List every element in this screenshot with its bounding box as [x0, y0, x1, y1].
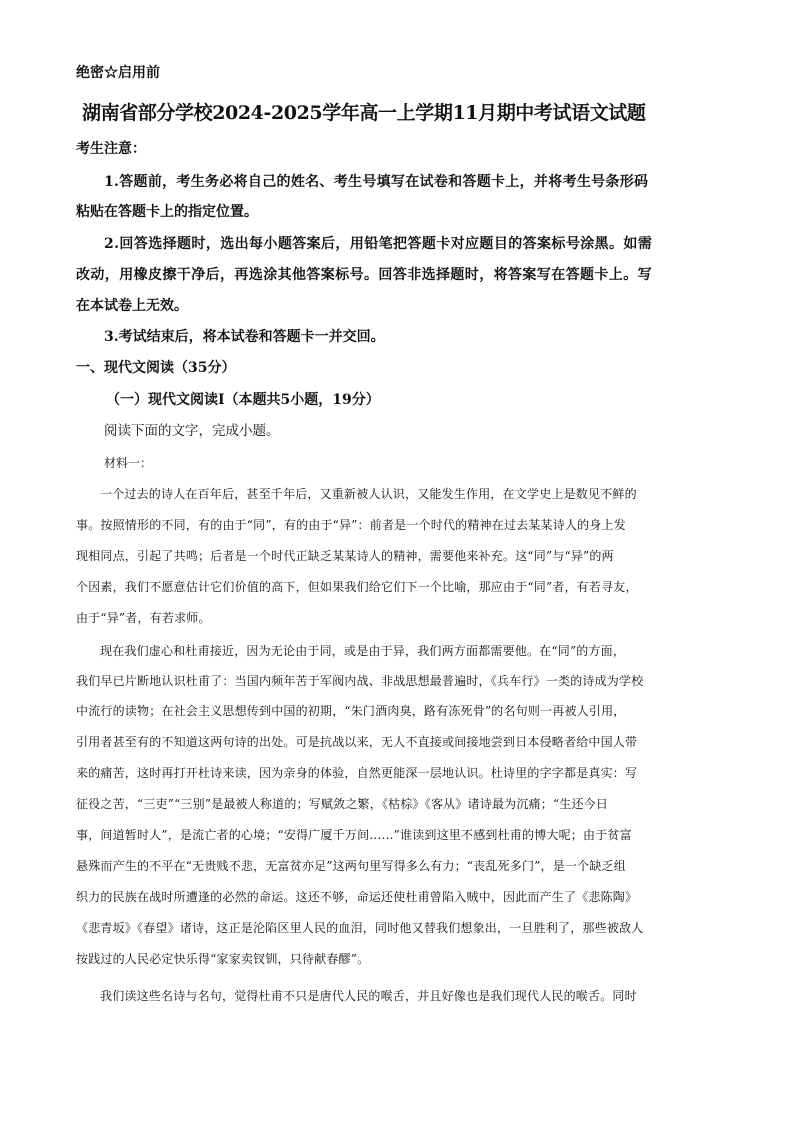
passage-line: 一个过去的诗人在百年后，甚至千年后，又重新被人认识，又能发生作用，在文学史上是数见不鲜的: [100, 487, 637, 501]
notice-line-2: 粘贴在答题卡上的指定位置。: [76, 204, 258, 220]
notice-heading: 考生注意：: [76, 141, 146, 157]
passage-line: 征役之苦，“三吏”“三别”是最被人称道的；写赋敛之繁，《枯棕》《客从》诸诗最为沉痛；“生还今日: [76, 797, 609, 811]
passage-line: 现在我们虚心和杜甫接近，因为无论由于同，或是由于异，我们两方面都需要他。在“同”的方面，: [100, 644, 626, 658]
notice-line-3: 2.回答选择题时，选出每小题答案后，用铅笔把答题卡对应题目的答案标号涂黑。如需: [104, 236, 653, 252]
notice-line-6: 3.考试结束后，将本试卷和答题卡一并交回。: [104, 329, 385, 345]
passage-line: 中流行的读物；在社会主义思想传到中国的初期，“朱门酒肉臭，路有冻死骨”的名句则一再被人引用，: [76, 704, 626, 718]
notice-line-5: 在本试卷上无效。: [76, 298, 188, 314]
passage-line: 悬殊而产生的不平在“无贵贱不悲，无富贫亦足”这两句里写得多么有力；“丧乱死多门”，是一个缺乏组: [76, 859, 626, 873]
exam-title: 湖南省部分学校2024-2025学年高一上学期11月期中考试语文试题: [82, 102, 646, 124]
notice-line-1: 1.答题前，考生务必将自己的姓名、考生号填写在试卷和答题卡上，并将考生号条形码: [104, 174, 649, 190]
passage-line: 我们早已片断地认识杜甫了：当国内频年苦于军阀内战、非战思想最普遍时，《兵车行》一类的诗成为学校: [76, 674, 644, 688]
passage-line: 现相同点，引起了共鸣；后者是一个时代正缺乏某某诗人的精神，需要他来补充。这“同”与“异”的两: [76, 549, 614, 563]
material-label: 材料一：: [104, 456, 153, 470]
passage-line: 引用者甚至有的不知道这两句诗的出处。可是抗战以来，无人不直接或间接地尝到日本侵略者给中国人带: [76, 735, 638, 749]
section-heading: 一、现代文阅读（35分）: [76, 360, 236, 376]
subsection-heading: （一）现代文阅读Ⅰ（本题共5小题，19分）: [106, 392, 380, 408]
passage-line: 事。按照情形的不同，有的由于“同”，有的由于“异”：前者是一个时代的精神在过去某某诗人的身上发: [76, 518, 626, 532]
passage-line: 由于“异”者，有若求师。: [76, 611, 211, 625]
reading-instruction: 阅读下面的文字，完成小题。: [104, 423, 280, 439]
passage-line: 我们读这些名诗与名句，觉得杜甫不只是唐代人民的喉舌，并且好像也是我们现代人民的喉舌。同时: [100, 989, 637, 1003]
passage-line: 织力的民族在战时所遭逢的必然的命运。这还不够，命运还使杜甫曾陷入贼中，因此而产生了《悲陈陶》: [76, 890, 638, 904]
notice-line-4: 改动，用橡皮擦干净后，再选涂其他答案标号。回答非选择题时，将答案写在答题卡上。写: [76, 267, 652, 283]
secret-mark: 绝密☆启用前: [76, 65, 160, 81]
passage-line: 按践过的人民必定快乐得“家家卖钗钏，只待献春醪”。: [76, 952, 370, 966]
passage-line: 个因素，我们不愿意估计它们价值的高下，但如果我们给它们下一个比喻，那应由于“同”者，有若寻友，: [76, 580, 638, 594]
passage-line: 《悲青坂》《春望》诸诗，这正是沦陷区里人民的血泪，同时他又替我们想象出，一旦胜利了，那些被敌人: [76, 921, 644, 935]
passage-line: 事，间道暂时人”，是流亡者的心境；“安得广厦千万间……”谁读到这里不感到杜甫的博大呢；由于贫富: [76, 828, 632, 842]
passage-line: 来的痛苦，这时再打开杜诗来读，因为亲身的体验，自然更能深一层地认识。杜诗里的字字都是真实：写: [76, 766, 638, 780]
